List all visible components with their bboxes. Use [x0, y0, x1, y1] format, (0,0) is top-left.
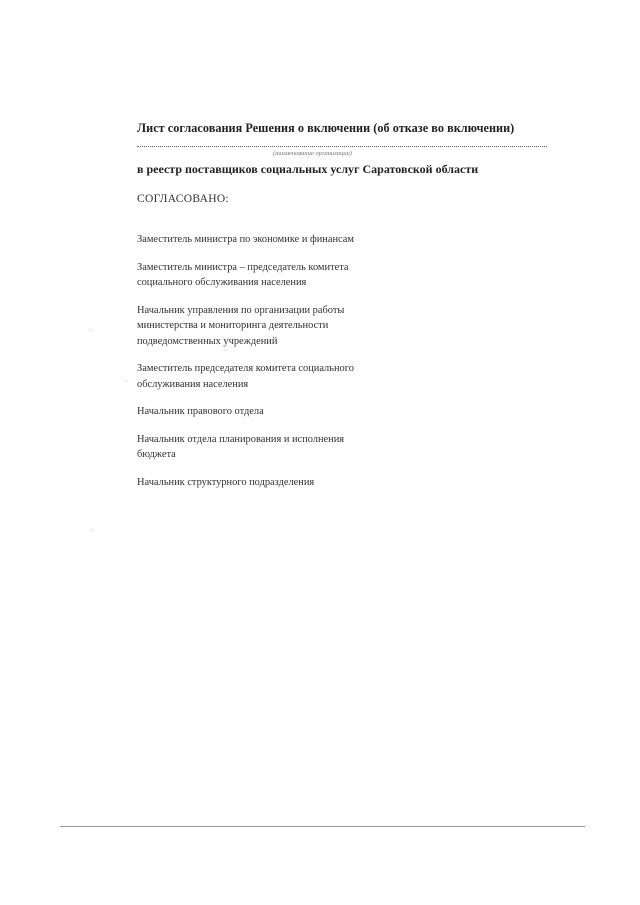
- agreed-label: СОГЛАСОВАНО:: [137, 193, 229, 205]
- signer-title-line: подведомственных учреждений: [137, 335, 278, 347]
- signer-title-line: социального обслуживания населения: [137, 277, 307, 288]
- organization-fill-line: [137, 146, 547, 147]
- signer-item: [137, 404, 437, 420]
- signer-item: [137, 232, 437, 248]
- signer-title-line: обслуживания населения: [137, 378, 249, 390]
- signer-item: [137, 475, 437, 491]
- signer-title-line: Заместитель министра по экономике и финансам: [137, 234, 354, 245]
- organization-caption: (наименование организации): [273, 150, 352, 157]
- scan-speck: ·: [125, 377, 128, 386]
- document-title: Лист согласования Решения о включении (об отказе во включении): [137, 121, 515, 135]
- scan-speck: ˙˙: [88, 328, 94, 337]
- signer-item: [137, 361, 437, 392]
- signer-title-line: Начальник правового отдела: [137, 406, 264, 417]
- signer-title-line: Заместитель министра – председатель комитета: [137, 261, 349, 273]
- document-subtitle: в реестр поставщиков социальных услуг Саратовской области: [137, 162, 479, 176]
- signer-title-line: Начальник структурного подразделения: [137, 476, 315, 488]
- signer-title-line: Начальник управления по организации работы: [137, 304, 345, 316]
- signer-title-line: бюджета: [137, 449, 176, 460]
- signer-title-line: Начальник отдела планирования и исполнения: [137, 433, 345, 445]
- signer-item: [137, 303, 437, 350]
- signers-list: [137, 232, 437, 502]
- signer-item: [137, 432, 437, 463]
- scan-speck: ˙˙: [89, 528, 95, 537]
- scan-edge-line: [60, 826, 585, 827]
- signer-title-line: министерства и мониторинга деятельности: [137, 320, 329, 331]
- signer-title-line: Заместитель председателя комитета социального: [137, 363, 354, 374]
- signer-item: [137, 260, 437, 291]
